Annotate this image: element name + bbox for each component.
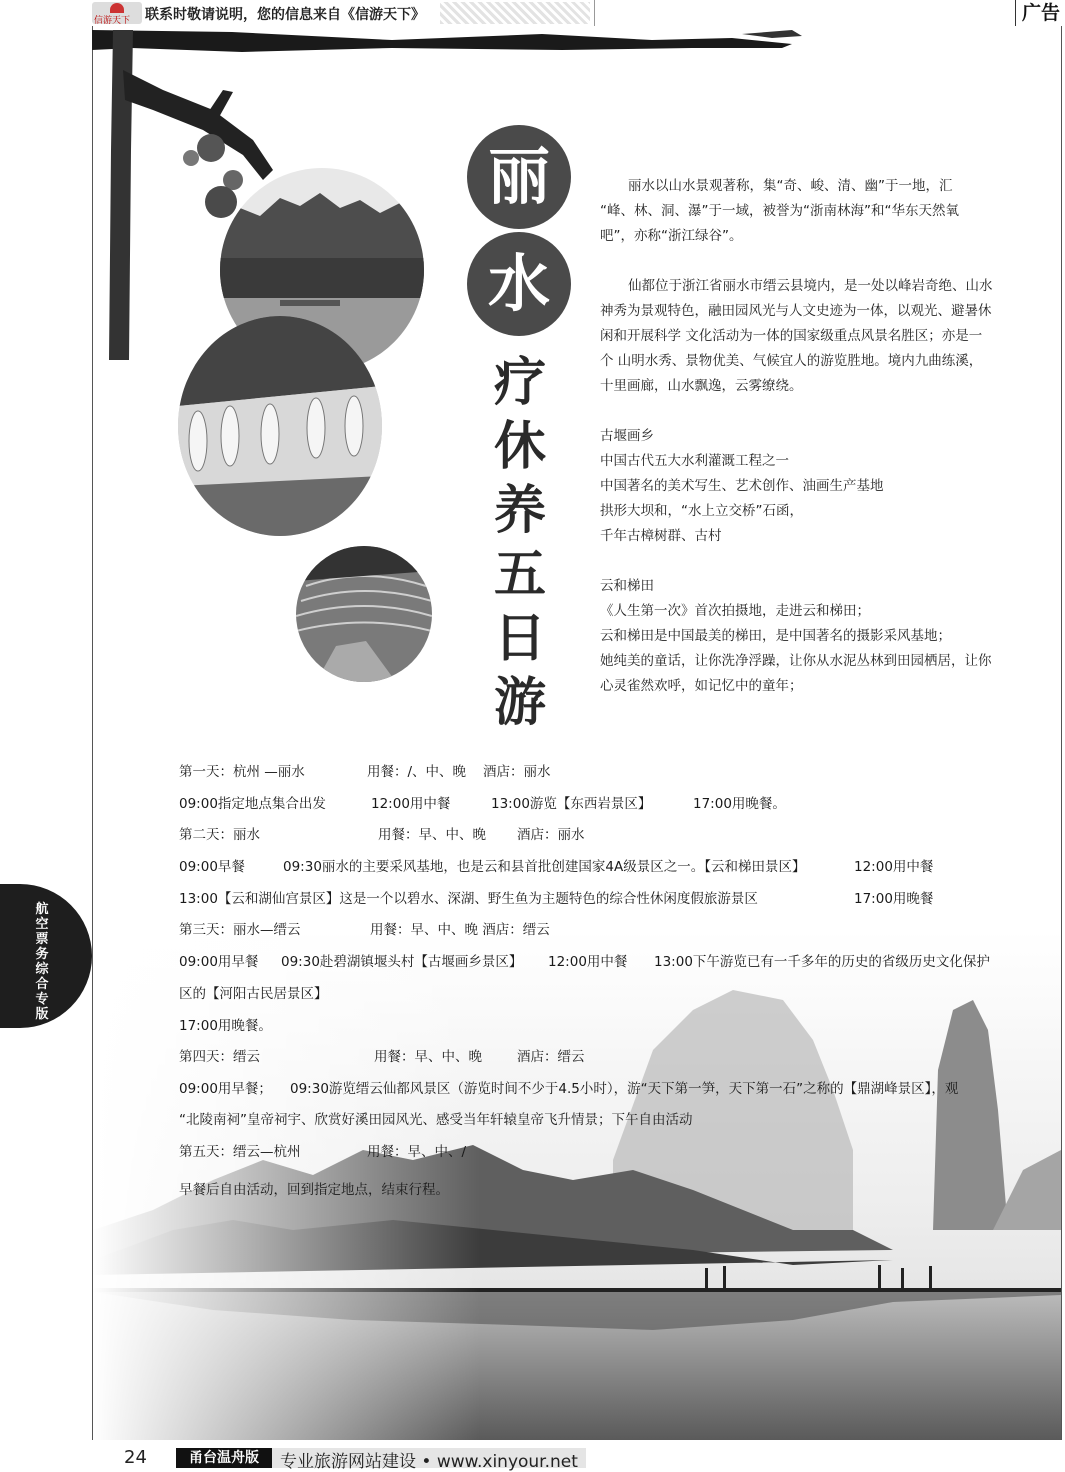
section-yunhe-line4: 心灵雀然欢呼，如记忆中的童年； <box>600 678 803 694</box>
intro-p2-line3: 闲和开展科学 文化活动为一体的国家级重点风景名胜区；亦是一 <box>600 328 983 344</box>
header-pattern <box>440 2 590 24</box>
section-gu-yan-line2: 中国著名的美术写生、艺术创作、油画生产基地 <box>600 478 884 494</box>
photo-women-by-waterfall <box>178 316 382 536</box>
page-number: 24 <box>124 1447 147 1468</box>
day1-hotel: 酒店：丽水 <box>483 764 551 780</box>
day3-meal-hotel: 用餐：早、中、晚 酒店：缙云 <box>370 922 550 938</box>
intro-p2-line2: 神秀为景观特色，融田园风光与人文史迹为一体，以观光、避暑休 <box>600 303 992 319</box>
intro-p1-line1: 丽水以山水景观著称，集“奇、峻、清、幽”于一地，汇 <box>628 178 953 194</box>
section-yunhe-line3: 她纯美的童话，让你洗净浮躁，让你从水泥丛林到田园栖居，让你 <box>600 653 992 669</box>
day2-step1: 09:00早餐 <box>179 859 245 875</box>
day3-step4-cont: 区的【河阳古民居景区】 <box>179 986 328 1002</box>
section-gu-yan-title: 古堰画乡 <box>600 428 654 444</box>
day4-heading: 第四天：缙云 <box>179 1049 260 1065</box>
day3-step3: 12:00用中餐 <box>548 954 628 970</box>
title-char-3: 养 <box>493 480 546 541</box>
day5-meal: 用餐：早、中、/ <box>367 1144 467 1160</box>
intro-p2-line1: 仙都位于浙江省丽水市缙云县境内，是一处以峰岩奇绝、山水 <box>628 278 993 294</box>
day4-meal: 用餐：早、中、晚 <box>374 1049 482 1065</box>
day2-step3: 12:00用中餐 <box>854 859 934 875</box>
day1-step2: 12:00用中餐 <box>371 796 451 812</box>
section-yunhe-title: 云和梯田 <box>600 578 654 594</box>
section-yunhe-line1: 《人生第一次》首次拍摄地，走进云和梯田； <box>600 603 870 619</box>
footer-edition-label: 甬台温舟版 <box>176 1448 272 1468</box>
day3-step2: 09:30赴碧湖镇堰头村【古堰画乡景区】 <box>281 954 523 970</box>
day1-step1: 09:00指定地点集合出发 <box>179 796 326 812</box>
day2-meal: 用餐：早、中、晚 <box>378 827 486 843</box>
title-char-1: 疗 <box>493 352 546 413</box>
title-char-2: 休 <box>493 416 546 477</box>
day2-step5: 17:00用晚餐 <box>854 891 934 907</box>
intro-p2-line5: 十里画廊，山水飘逸，云雾缭绕。 <box>600 378 803 394</box>
day3-heading: 第三天：丽水—缙云 <box>179 922 301 938</box>
title-char-4: 五 <box>493 544 546 605</box>
title-char-shui: 水 <box>467 232 571 336</box>
day5-step1: 早餐后自由活动，回到指定地点，结束行程。 <box>179 1182 449 1198</box>
xinyou-logo <box>92 2 142 24</box>
day2-heading: 第二天：丽水 <box>179 827 260 843</box>
day4-step2: 09:30游览缙云仙都风景区（游览时间不少于4.5小时），游“天下第一笋，天下第一石”之称的【鼎湖峰景区】，观 <box>290 1081 959 1097</box>
day5-heading: 第五天：缙云—杭州 <box>179 1144 301 1160</box>
day2-step4: 13:00【云和湖仙宫景区】这是一个以碧水、深湖、野生鱼为主题特色的综合性休闲度假旅游景区 <box>179 891 758 907</box>
side-section-label: 航空票务综合专版 <box>35 902 49 1022</box>
intro-p1-line3: 吧”，亦称“浙江绿谷”。 <box>600 228 743 244</box>
section-gu-yan-line1: 中国古代五大水利灌溉工程之一 <box>600 453 789 469</box>
day3-step1: 09:00用早餐 <box>179 954 259 970</box>
day2-hotel: 酒店：丽水 <box>517 827 585 843</box>
intro-p1-line2: “峰、林、洞、瀑”于一域，被誉为“浙南林海”和“华东天然氧 <box>600 203 959 219</box>
sun-logo-icon <box>110 3 124 13</box>
logo-text: 信游天下 <box>94 16 131 26</box>
footer-website-text: 专业旅游网站建设 • www.xinyour.net <box>280 1452 578 1472</box>
header-note: 联系时敬请说明，您的信息来自《信游天下》 <box>145 7 425 23</box>
section-yunhe-line2: 云和梯田是中国最美的梯田，是中国著名的摄影采风基地； <box>600 628 951 644</box>
section-gu-yan-line3: 拱形大坝和，“水上立交桥”石函， <box>600 503 803 519</box>
title-char-li: 丽 <box>467 125 571 229</box>
intro-p2-line4: 个 山明水秀、景物优美、气候宜人的游览胜地。境内九曲练溪， <box>600 353 983 369</box>
day3-step5: 17:00用晚餐。 <box>179 1018 272 1034</box>
day4-step1: 09:00用早餐； <box>179 1081 272 1097</box>
day1-meal: 用餐：/、中、晚 <box>367 764 467 780</box>
day4-hotel: 酒店：缙云 <box>517 1049 585 1065</box>
section-gu-yan-line4: 千年古樟树群、古村 <box>600 528 722 544</box>
day3-step4: 13:00下午游览已有一千多年的历史的省级历史文化保护 <box>654 954 990 970</box>
photo-terraced-fields <box>296 546 432 682</box>
day1-step4: 17:00用晚餐。 <box>693 796 786 812</box>
header-divider <box>594 0 595 26</box>
title-char-6: 游 <box>493 672 546 733</box>
day1-step3: 13:00游览【东西岩景区】 <box>491 796 652 812</box>
day2-step2: 09:30丽水的主要采风基地，也是云和县首批创建国家4A级景区之一。【云和梯田景区】 <box>283 859 806 875</box>
day4-step2-cont: “北陵南祠”皇帝祠宇、欣赏好溪田园风光、感受当年轩辕皇帝飞升情景；下午自由活动 <box>179 1112 693 1128</box>
day1-heading: 第一天：杭州 —丽水 <box>179 764 305 780</box>
ad-label: 广告 <box>1015 0 1065 26</box>
title-char-5: 日 <box>493 608 546 669</box>
